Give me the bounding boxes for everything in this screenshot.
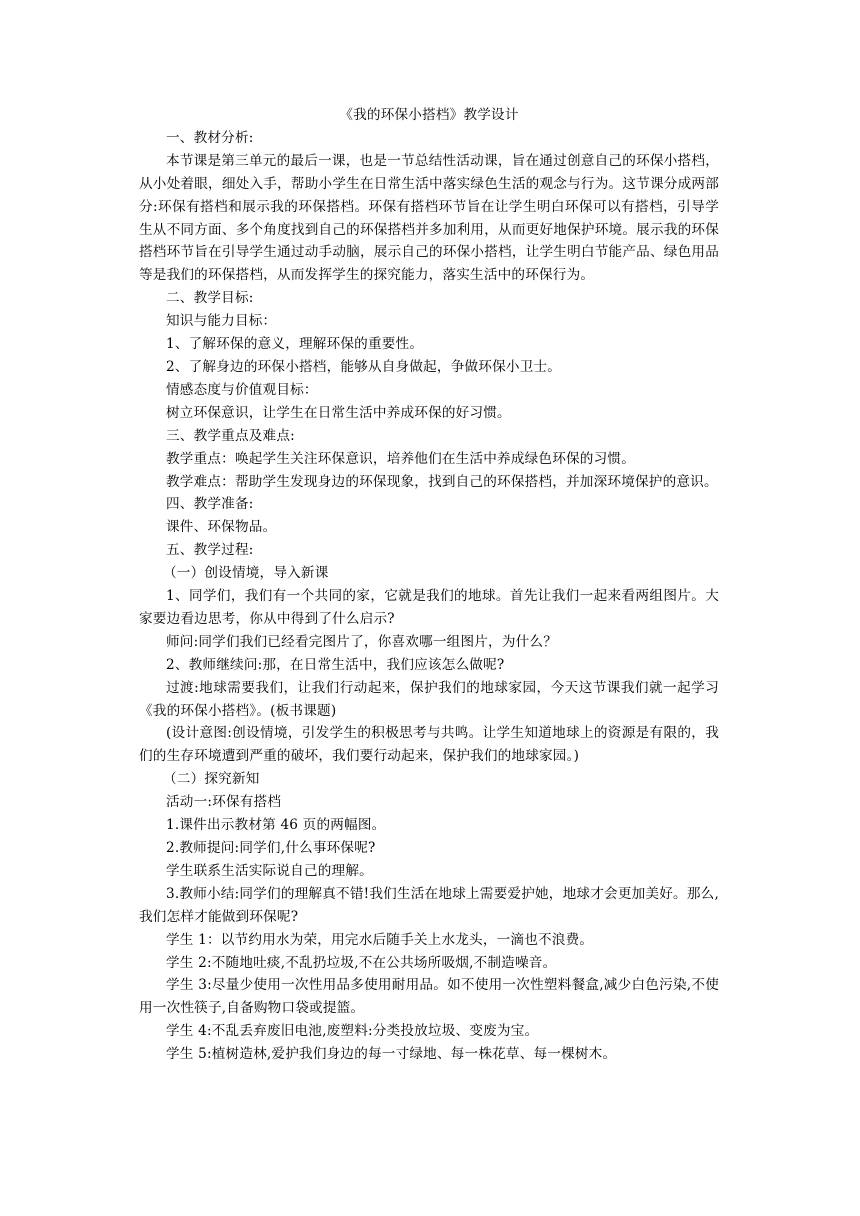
goal-knowledge-heading: 知识与能力目标： [166, 313, 277, 330]
student-answer: 学生 2:不随地吐痰,不乱扔垃圾,不在公共场所吸烟,不制造噪音。 [166, 954, 557, 971]
analysis-paragraph: 本节课是第三单元的最后一课，也是一节总结性活动课，旨在通过创意自己的环保小搭档，从小处着眼，细处入手，帮助小学生在日常生活中落实绿色生活的观念与行为。这节课分成两部分:环保有搭档和展示我的环保搭档。环保有搭档环节旨在让学生明白环保可以有搭档，引导学生从不同方面、多个角度找到自己的环保搭档并多加利用，从而更好地保护环境。展示我的环保搭档环节旨在引导学生通过动手动脑，展示自己的环保小搭档，让学生明白节能产品、绿色用品等是我们的环保搭档，从而发挥学生的探究能力，落实生活中的环保行为。 [139, 152, 719, 284]
goal-attitude-text: 树立环保意识，让学生在日常生活中养成环保的好习惯。 [166, 404, 511, 421]
section-heading-goals: 二、教学目标: [166, 290, 254, 307]
design-intent-paragraph: (设计意图:创设情境，引发学生的积极思考与共鸣。让学生知道地球上的资源是有限的，我们的生存环境遭到严重的破坏，我们要行动起来，保护我们的地球家园。) [139, 725, 719, 765]
subsection-heading-intro: （一）创设情境，导入新课 [163, 565, 329, 582]
activity-step: 3.教师小结:同学们的理解真不错!我们生活在地球上需要爱护她，地球才会更加美好。那么,我们怎样才能做到环保呢? [139, 885, 719, 925]
section-heading-preparation: 四、教学准备: [166, 496, 254, 513]
process-paragraph: 过渡:地球需要我们，让我们行动起来，保护我们的地球家园，今天这节课我们就一起学习《我的环保小搭档》。(板书课题) [139, 679, 719, 719]
goal-item-2: 2、了解身边的环保小搭档，能够从自身做起，争做环保小卫士。 [166, 358, 562, 375]
difficulty-text: 教学难点：帮助学生发现身边的环保现象，找到自己的环保搭档，并加深环境保护的意识。 [166, 473, 718, 490]
activity-step: 学生联系生活实际说自己的理解。 [166, 862, 373, 879]
goal-attitude-heading: 情感态度与价值观目标： [166, 381, 318, 398]
student-answer: 学生 1：以节约用水为荣，用完水后随手关上水龙头，一滴也不浪费。 [166, 931, 594, 948]
preparation-text: 课件、环保物品。 [166, 519, 277, 536]
section-heading-key-points: 三、教学重点及难点: [166, 427, 295, 444]
student-answer: 学生 5:植树造林,爱护我们身边的每一寸绿地、每一株花草、每一棵树木。 [166, 1046, 617, 1063]
student-answer: 学生 4:不乱丢弃废旧电池,废塑料:分类投放垃圾、变废为宝。 [166, 1023, 539, 1040]
process-paragraph: 1、同学们，我们有一个共同的家，它就是我们的地球。首先让我们一起来看两组图片。大家要边看边思考，你从中得到了什么启示? [139, 588, 719, 627]
process-paragraph: 师问:同学们我们已经看完图片了，你喜欢哪一组图片，为什么？ [166, 633, 558, 650]
activity-step: 1.课件出示教材第 46 页的两幅图。 [166, 817, 386, 834]
key-point-text: 教学重点：唤起学生关注环保意识，培养他们在生活中养成绿色环保的习惯。 [166, 450, 635, 467]
activity-heading: 活动一:环保有搭档 [166, 794, 282, 811]
section-heading-process: 五、教学过程: [166, 542, 254, 559]
activity-step: 2.教师提问:同学们,什么事环保呢? [166, 840, 376, 856]
student-answer: 学生 3:尽量少使用一次性用品多使用耐用品。如不使用一次性塑料餐盒,减少白色污染,不使用一次性筷子,自备购物口袋或提篮。 [139, 977, 719, 1017]
process-paragraph: 2、教师继续问:那，在日常生活中，我们应该怎么做呢? [166, 656, 505, 673]
goal-item-1: 1、了解环保的意义，理解环保的重要性。 [166, 336, 424, 353]
subsection-heading-explore: （二）探究新知 [163, 771, 260, 788]
document-title: 《我的环保小搭档》教学设计 [339, 107, 519, 123]
document-body [139, 104, 719, 1066]
section-heading-analysis: 一、教材分析: [166, 129, 254, 146]
